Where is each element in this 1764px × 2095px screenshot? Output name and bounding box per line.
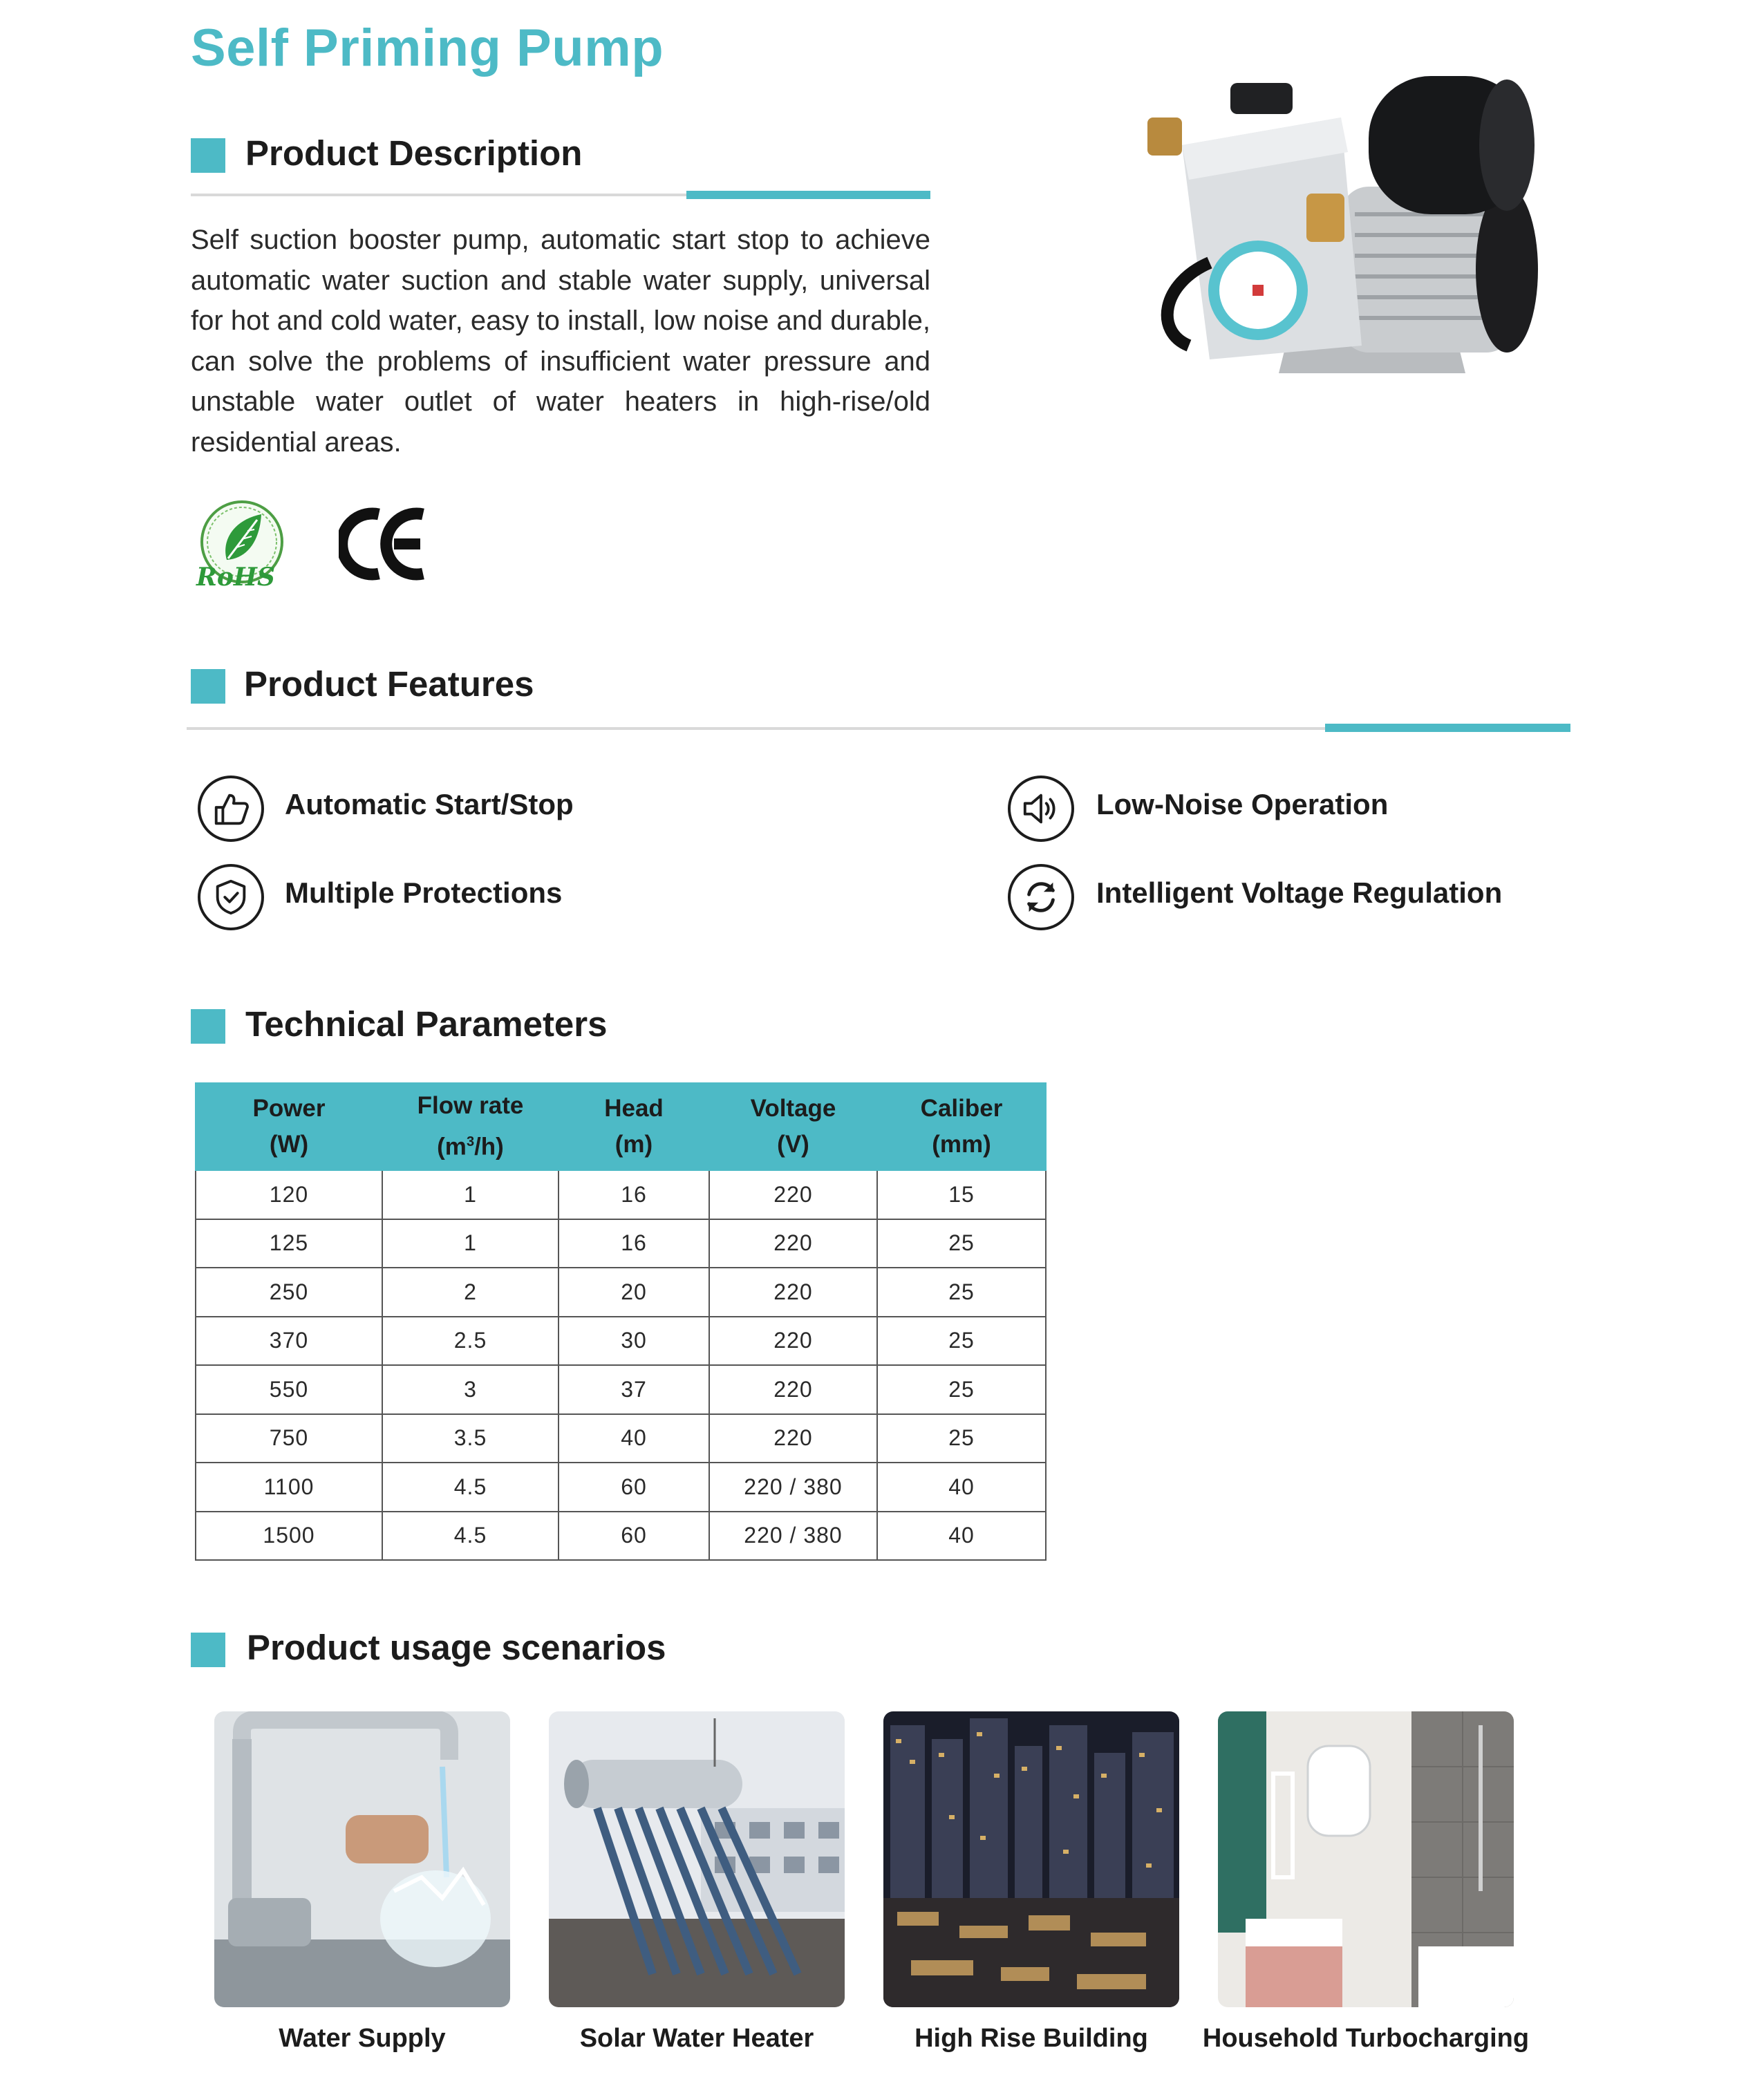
shield-check-icon xyxy=(198,864,264,930)
table-row xyxy=(196,1365,1046,1414)
scenario-label: Household Turbocharging xyxy=(1202,2024,1530,2053)
table-header-row xyxy=(196,1083,1046,1170)
table-cell: 220 xyxy=(709,1170,877,1219)
column-header-flow-rate: Flow rate $(m^3/h)$ xyxy=(382,1083,559,1170)
table-row xyxy=(196,1268,1046,1317)
table-row xyxy=(196,1317,1046,1366)
table-row xyxy=(196,1219,1046,1268)
feature-label: Low-Noise Operation xyxy=(1096,788,1389,820)
table-cell: 3.5 xyxy=(382,1414,559,1463)
scenario-label: Solar Water Heater xyxy=(579,2024,814,2053)
column-header-caliber: Caliber (mm) xyxy=(877,1083,1046,1170)
column-header-head: Head (m) xyxy=(559,1083,709,1170)
table-row xyxy=(196,1512,1046,1561)
table-cell: 220 xyxy=(709,1268,877,1317)
scenario-label: Water Supply xyxy=(279,2024,446,2053)
table-cell: 370 xyxy=(196,1317,382,1366)
table-cell: 1 xyxy=(382,1170,559,1219)
features-heading: Product Features xyxy=(244,664,534,704)
table-cell: 125 xyxy=(196,1219,382,1268)
table-cell: 220 xyxy=(709,1219,877,1268)
page-title: Self Priming Pump xyxy=(191,19,664,77)
table-cell: 25 xyxy=(877,1365,1046,1414)
table-cell: 1500 xyxy=(196,1512,382,1561)
section-marker xyxy=(191,1009,225,1044)
scenario-image-high-rise-building xyxy=(883,1711,1179,2007)
technical-heading: Technical Parameters xyxy=(245,1004,608,1044)
feature-label: Multiple Protections xyxy=(285,876,563,909)
ce-logo xyxy=(339,506,429,582)
table-cell: 40 xyxy=(877,1512,1046,1561)
table-cell: 550 xyxy=(196,1365,382,1414)
scenario-image-household-turbocharging xyxy=(1218,1711,1514,2007)
table-cell: 220 / 380 xyxy=(709,1463,877,1512)
rohs-label: RoHS xyxy=(196,563,275,592)
rohs-logo xyxy=(194,499,290,596)
table-cell: 16 xyxy=(559,1170,709,1219)
description-text: Self suction booster pump, automatic start stop to achieve automatic water suction and stable water supply, universal for hot and cold water, easy to install, low noise and durable, can solve the problems of insufficient water pressure and unstable water outlet of water heaters in high-rise/old residential areas. xyxy=(191,225,930,458)
table-cell: 25 xyxy=(877,1414,1046,1463)
table-cell: 220 / 380 xyxy=(709,1512,877,1561)
table-cell: 2 xyxy=(382,1268,559,1317)
table-cell: 20 xyxy=(559,1268,709,1317)
technical-parameters-table xyxy=(195,1082,1047,1561)
table-cell: 40 xyxy=(877,1463,1046,1512)
table-row xyxy=(196,1463,1046,1512)
table-cell: 30 xyxy=(559,1317,709,1366)
speaker-icon xyxy=(1008,776,1074,842)
scenario-label: High Rise Building xyxy=(914,2024,1148,2053)
table-cell: 3 xyxy=(382,1365,559,1414)
table-cell: 2.5 xyxy=(382,1317,559,1366)
table-cell: 220 xyxy=(709,1414,877,1463)
scenario-image-water-supply xyxy=(214,1711,510,2007)
column-header-power: Power (W) xyxy=(196,1083,382,1170)
section-marker xyxy=(191,1633,225,1667)
table-cell: 4.5 xyxy=(382,1463,559,1512)
table-cell: 25 xyxy=(877,1268,1046,1317)
table-cell: 4.5 xyxy=(382,1512,559,1561)
thumbs-up-icon xyxy=(198,776,264,842)
table-cell: 25 xyxy=(877,1219,1046,1268)
table-cell: 750 xyxy=(196,1414,382,1463)
refresh-icon xyxy=(1008,864,1074,930)
section-marker xyxy=(191,138,225,173)
section-marker xyxy=(191,669,225,704)
description-divider-accent xyxy=(686,191,930,199)
table-cell: 60 xyxy=(559,1463,709,1512)
table-cell: 16 xyxy=(559,1219,709,1268)
column-header-voltage: Voltage (V) xyxy=(709,1083,877,1170)
table-cell: 1 xyxy=(382,1219,559,1268)
features-divider-accent xyxy=(1325,724,1570,732)
pump-product-image xyxy=(1134,55,1548,387)
table-cell: 15 xyxy=(877,1170,1046,1219)
table-cell: 220 xyxy=(709,1365,877,1414)
feature-label: Automatic Start/Stop xyxy=(285,788,574,820)
scenarios-heading: Product usage scenarios xyxy=(247,1628,666,1667)
table-row xyxy=(196,1170,1046,1219)
feature-label: Intelligent Voltage Regulation xyxy=(1096,876,1503,909)
scenario-image-solar-water-heater xyxy=(549,1711,845,2007)
table-cell: 220 xyxy=(709,1317,877,1366)
table-cell: 40 xyxy=(559,1414,709,1463)
table-cell: 250 xyxy=(196,1268,382,1317)
description-heading: Product Description xyxy=(245,133,583,173)
table-cell: 60 xyxy=(559,1512,709,1561)
table-row xyxy=(196,1414,1046,1463)
table-cell: 37 xyxy=(559,1365,709,1414)
table-cell: 120 xyxy=(196,1170,382,1219)
table-cell: 25 xyxy=(877,1317,1046,1366)
table-cell: 1100 xyxy=(196,1463,382,1512)
